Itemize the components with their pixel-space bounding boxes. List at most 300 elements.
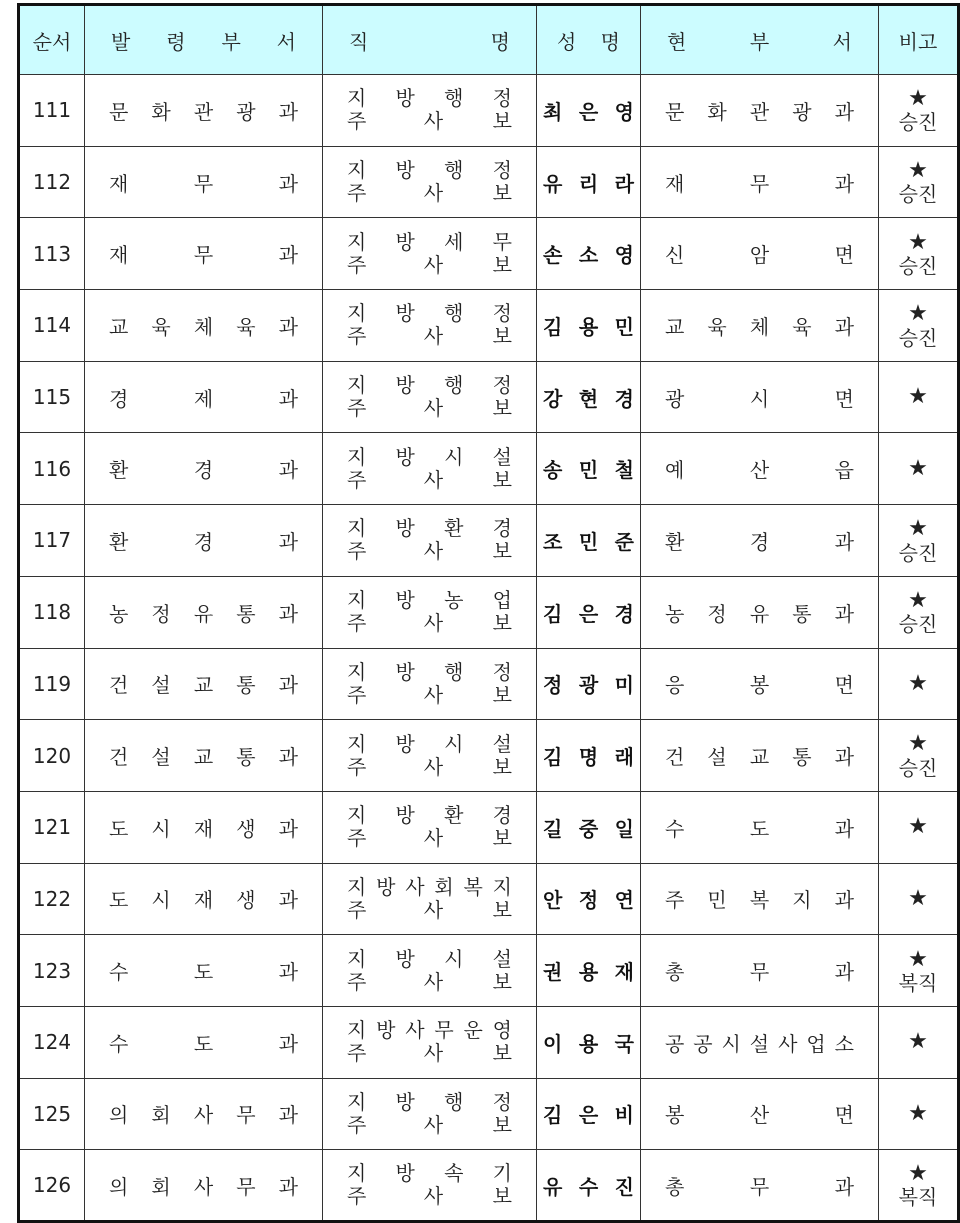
table-row xyxy=(19,361,959,433)
job-title xyxy=(323,1006,537,1078)
char: 보 xyxy=(492,1184,512,1209)
char: 사 xyxy=(423,1184,444,1209)
char: 철 xyxy=(614,458,634,483)
person-name-text xyxy=(537,311,640,340)
table-row xyxy=(19,505,959,577)
char: 방 xyxy=(395,588,415,613)
char: 통 xyxy=(792,601,812,626)
job-title-line2 xyxy=(347,756,512,779)
job-title-line1 xyxy=(347,159,512,182)
person-name-text xyxy=(537,1099,640,1128)
job-title-line1 xyxy=(347,517,512,540)
person-name xyxy=(537,433,641,505)
row-number: 115 xyxy=(19,361,85,433)
row-number: 114 xyxy=(19,290,85,362)
char: 과 xyxy=(834,960,854,985)
person-name xyxy=(537,863,641,935)
table-row xyxy=(19,1078,959,1150)
char: 주 xyxy=(347,682,367,707)
char: 사 xyxy=(778,1031,798,1056)
char: 과 xyxy=(834,99,854,124)
char: 보 xyxy=(492,181,512,206)
char: 시 xyxy=(444,946,464,971)
char: 명 xyxy=(490,29,510,54)
current-department xyxy=(641,433,879,505)
char: 주 xyxy=(347,1041,367,1066)
char: 김 xyxy=(543,1103,563,1128)
person-name xyxy=(537,75,641,147)
char: 무 xyxy=(236,1174,256,1199)
person-name xyxy=(537,935,641,1007)
char: 행 xyxy=(444,301,464,326)
char: 정 xyxy=(707,601,727,626)
remark-text: 승진 xyxy=(898,110,938,135)
remark xyxy=(879,361,959,433)
char: 복 xyxy=(463,874,483,899)
assigned-department xyxy=(85,75,323,147)
person-name-text xyxy=(537,598,640,627)
char: 방 xyxy=(395,86,415,111)
remark xyxy=(879,576,959,648)
assigned-department xyxy=(85,720,323,792)
char: 부 xyxy=(221,29,241,54)
char: 명 xyxy=(600,29,620,54)
char: 재 xyxy=(193,888,214,913)
star-icon: ★ xyxy=(908,301,928,327)
char: 무 xyxy=(193,171,214,196)
table-row xyxy=(19,218,959,290)
char: 교 xyxy=(665,314,685,339)
char: 회 xyxy=(434,874,454,899)
char: 송 xyxy=(543,458,563,483)
assigned-department-text xyxy=(85,383,322,412)
job-title-line1 xyxy=(347,1162,512,1185)
assigned-department-text xyxy=(85,239,322,268)
row-number: 126 xyxy=(19,1150,85,1222)
header-name-label xyxy=(537,26,640,55)
current-department-text xyxy=(641,239,878,268)
person-name-text xyxy=(537,239,640,268)
job-title-line2 xyxy=(347,899,512,922)
current-department xyxy=(641,1150,879,1222)
char: 지 xyxy=(347,874,367,899)
char: 지 xyxy=(347,229,367,254)
char: 용 xyxy=(578,960,599,985)
char: 영 xyxy=(492,1018,512,1043)
char: 농 xyxy=(109,601,129,626)
char: 환 xyxy=(665,529,685,554)
job-title-line2 xyxy=(347,325,512,348)
char: 주 xyxy=(347,969,367,994)
char: 사 xyxy=(423,1041,444,1066)
char: 라 xyxy=(614,171,634,196)
char: 민 xyxy=(614,314,634,339)
char: 서 xyxy=(832,29,852,54)
char: 농 xyxy=(665,601,685,626)
job-title xyxy=(323,720,537,792)
char: 지 xyxy=(347,516,367,541)
current-department-text xyxy=(641,1099,878,1128)
char: 통 xyxy=(236,601,256,626)
char: 총 xyxy=(665,1174,685,1199)
current-department xyxy=(641,218,879,290)
row-number: 117 xyxy=(19,505,85,577)
char: 경 xyxy=(749,529,770,554)
job-title-line1 xyxy=(347,374,512,397)
char: 지 xyxy=(347,86,367,111)
person-name xyxy=(537,1006,641,1078)
assigned-department xyxy=(85,576,323,648)
char: 수 xyxy=(665,816,685,841)
char: 보 xyxy=(492,611,512,636)
row-number: 116 xyxy=(19,433,85,505)
char: 보 xyxy=(492,897,512,922)
char: 과 xyxy=(278,386,298,411)
char: 화 xyxy=(151,99,171,124)
char: 주 xyxy=(347,1112,367,1137)
char: 성 xyxy=(557,29,577,54)
remark-text: 승진 xyxy=(898,612,938,637)
char: 행 xyxy=(444,158,464,183)
char: 면 xyxy=(834,1103,854,1128)
char: 광 xyxy=(792,99,812,124)
job-title-line2 xyxy=(347,1042,512,1065)
job-title xyxy=(323,1078,537,1150)
char: 교 xyxy=(193,673,214,698)
current-department-text xyxy=(641,956,878,985)
remark-text: 승진 xyxy=(898,755,938,780)
char: 사 xyxy=(423,1112,444,1137)
row-number: 118 xyxy=(19,576,85,648)
char: 제 xyxy=(193,386,214,411)
char: 무 xyxy=(236,1103,256,1128)
char: 생 xyxy=(236,888,256,913)
table-row xyxy=(19,648,959,720)
job-title-line1 xyxy=(347,661,512,684)
job-title-line1 xyxy=(347,87,512,110)
job-title xyxy=(323,433,537,505)
char: 도 xyxy=(193,1031,214,1056)
current-department xyxy=(641,863,879,935)
char: 미 xyxy=(614,673,634,698)
table-row xyxy=(19,791,959,863)
char: 수 xyxy=(109,960,129,985)
char: 재 xyxy=(109,243,129,268)
job-title-line2 xyxy=(347,1185,512,1208)
job-title-line1 xyxy=(347,1091,512,1114)
char: 주 xyxy=(347,396,367,421)
char: 주 xyxy=(665,888,685,913)
header-dept-label xyxy=(85,26,322,55)
star-icon: ★ xyxy=(908,157,928,183)
char: 체 xyxy=(749,314,770,339)
char: 면 xyxy=(834,386,854,411)
char: 영 xyxy=(614,243,634,268)
job-title-line1 xyxy=(347,1019,512,1042)
char: 무 xyxy=(749,171,770,196)
char: 김 xyxy=(543,745,563,770)
char: 지 xyxy=(347,1018,367,1043)
char: 서 xyxy=(276,29,296,54)
char: 도 xyxy=(109,888,129,913)
char: 업 xyxy=(806,1031,826,1056)
person-name xyxy=(537,1078,641,1150)
table-row xyxy=(19,290,959,362)
char: 도 xyxy=(749,816,770,841)
char: 권 xyxy=(543,960,563,985)
char: 지 xyxy=(492,874,512,899)
star-icon: ★ xyxy=(908,229,928,255)
job-title xyxy=(323,935,537,1007)
header-rank-label xyxy=(323,26,536,55)
char: 직 xyxy=(349,29,369,54)
char: 주 xyxy=(347,897,367,922)
char: 방 xyxy=(395,516,415,541)
char: 보 xyxy=(492,826,512,851)
char: 육 xyxy=(792,314,812,339)
char: 봉 xyxy=(749,673,770,698)
char: 응 xyxy=(665,673,685,698)
char: 방 xyxy=(376,1018,396,1043)
job-title xyxy=(323,648,537,720)
person-name xyxy=(537,576,641,648)
char: 김 xyxy=(543,601,563,626)
char: 재 xyxy=(193,816,214,841)
char: 건 xyxy=(109,745,129,770)
char: 과 xyxy=(834,601,854,626)
job-title-line2 xyxy=(347,182,512,205)
char: 보 xyxy=(492,109,512,134)
char: 방 xyxy=(395,731,415,756)
char: 환 xyxy=(444,803,464,828)
char: 정 xyxy=(492,158,512,183)
char: 주 xyxy=(347,539,367,564)
remark-text: 승진 xyxy=(898,325,938,350)
job-title-line2 xyxy=(347,827,512,850)
job-title xyxy=(323,361,537,433)
person-name-text xyxy=(537,956,640,985)
table-row xyxy=(19,935,959,1007)
assigned-department-text xyxy=(85,526,322,555)
char: 정 xyxy=(492,1089,512,1114)
char: 지 xyxy=(347,301,367,326)
current-department xyxy=(641,290,879,362)
char: 총 xyxy=(665,960,685,985)
char: 시 xyxy=(444,444,464,469)
remark xyxy=(879,75,959,147)
remark xyxy=(879,720,959,792)
char: 지 xyxy=(347,588,367,613)
assigned-department xyxy=(85,1006,323,1078)
char: 지 xyxy=(347,946,367,971)
char: 정 xyxy=(492,373,512,398)
row-number: 113 xyxy=(19,218,85,290)
assigned-department xyxy=(85,290,323,362)
char: 방 xyxy=(395,659,415,684)
char: 보 xyxy=(492,682,512,707)
remark-text: 복직 xyxy=(898,1185,938,1210)
header-row xyxy=(19,5,959,75)
current-department-text xyxy=(641,454,878,483)
job-title-line2 xyxy=(347,971,512,994)
char: 재 xyxy=(614,960,634,985)
char: 용 xyxy=(578,1031,599,1056)
char: 읍 xyxy=(834,458,854,483)
char: 사 xyxy=(423,826,444,851)
job-title-line2 xyxy=(347,612,512,635)
char: 환 xyxy=(109,458,129,483)
char: 무 xyxy=(749,1174,770,1199)
char: 기 xyxy=(492,1161,512,1186)
assigned-department xyxy=(85,361,323,433)
person-name xyxy=(537,218,641,290)
current-department-text xyxy=(641,741,878,770)
char: 은 xyxy=(578,99,599,124)
char: 환 xyxy=(109,529,129,554)
char: 과 xyxy=(834,314,854,339)
char: 주 xyxy=(347,1184,367,1209)
char: 과 xyxy=(278,888,298,913)
star-icon: ★ xyxy=(908,670,928,696)
char: 주 xyxy=(347,611,367,636)
current-department-text xyxy=(641,1028,878,1057)
char: 방 xyxy=(395,229,415,254)
person-name xyxy=(537,361,641,433)
person-name xyxy=(537,290,641,362)
char: 시 xyxy=(444,731,464,756)
personnel-table xyxy=(17,3,960,1223)
char: 문 xyxy=(109,99,129,124)
current-department-text xyxy=(641,383,878,412)
char: 리 xyxy=(578,171,599,196)
person-name-text xyxy=(537,168,640,197)
char: 보 xyxy=(492,1112,512,1137)
assigned-department-text xyxy=(85,884,322,913)
char: 과 xyxy=(278,529,298,554)
char: 과 xyxy=(834,529,854,554)
char: 예 xyxy=(665,458,685,483)
char: 소 xyxy=(834,1031,854,1056)
char: 과 xyxy=(834,888,854,913)
char: 환 xyxy=(444,516,464,541)
char: 과 xyxy=(278,816,298,841)
char: 도 xyxy=(109,816,129,841)
person-name-text xyxy=(537,669,640,698)
remark xyxy=(879,648,959,720)
table-row xyxy=(19,146,959,218)
star-icon: ★ xyxy=(908,455,928,481)
star-icon: ★ xyxy=(908,1161,928,1187)
char: 보 xyxy=(492,754,512,779)
remark-text: 승진 xyxy=(898,253,938,278)
char: 통 xyxy=(236,673,256,698)
job-title-line1 xyxy=(347,589,512,612)
char: 민 xyxy=(707,888,727,913)
person-name xyxy=(537,146,641,218)
current-department xyxy=(641,505,879,577)
char: 방 xyxy=(395,946,415,971)
assigned-department-text xyxy=(85,669,322,698)
remark-text: 승진 xyxy=(898,182,938,207)
char: 사 xyxy=(423,467,444,492)
char: 경 xyxy=(492,803,512,828)
char: 회 xyxy=(151,1103,171,1128)
remark xyxy=(879,1150,959,1222)
job-title xyxy=(323,290,537,362)
row-number: 125 xyxy=(19,1078,85,1150)
table-row xyxy=(19,1150,959,1222)
current-department xyxy=(641,1006,879,1078)
row-number: 112 xyxy=(19,146,85,218)
char: 정 xyxy=(492,86,512,111)
row-number: 123 xyxy=(19,935,85,1007)
person-name-text xyxy=(537,383,640,412)
star-icon: ★ xyxy=(908,1029,928,1055)
header-note: 비고 xyxy=(879,5,959,75)
person-name-text xyxy=(537,526,640,555)
char: 시 xyxy=(721,1031,741,1056)
char: 발 xyxy=(111,29,131,54)
assigned-department xyxy=(85,146,323,218)
person-name-text xyxy=(537,454,640,483)
char: 과 xyxy=(278,601,298,626)
char: 체 xyxy=(193,314,214,339)
char: 주 xyxy=(347,109,367,134)
assigned-department xyxy=(85,433,323,505)
assigned-department-text xyxy=(85,1171,322,1200)
header-current xyxy=(641,5,879,75)
char: 유 xyxy=(749,601,770,626)
char: 방 xyxy=(395,301,415,326)
char: 김 xyxy=(543,314,563,339)
char: 사 xyxy=(405,1018,425,1043)
char: 부 xyxy=(749,29,770,54)
assigned-department xyxy=(85,1150,323,1222)
char: 공 xyxy=(693,1031,713,1056)
job-title-line1 xyxy=(347,446,512,469)
job-title-line2 xyxy=(347,1114,512,1137)
char: 사 xyxy=(423,611,444,636)
remark xyxy=(879,218,959,290)
char: 회 xyxy=(151,1174,171,1199)
char: 최 xyxy=(543,99,563,124)
char: 사 xyxy=(423,969,444,994)
char: 재 xyxy=(109,171,129,196)
job-title-line2 xyxy=(347,254,512,277)
char: 설 xyxy=(151,673,171,698)
char: 산 xyxy=(749,1103,770,1128)
char: 주 xyxy=(347,826,367,851)
char: 보 xyxy=(492,1041,512,1066)
current-department-text xyxy=(641,884,878,913)
person-name-text xyxy=(537,884,640,913)
char: 사 xyxy=(423,109,444,134)
job-title xyxy=(323,576,537,648)
char: 유 xyxy=(543,171,563,196)
job-title xyxy=(323,505,537,577)
char: 과 xyxy=(278,314,298,339)
char: 과 xyxy=(278,1103,298,1128)
char: 통 xyxy=(236,745,256,770)
star-icon: ★ xyxy=(908,731,928,757)
char: 건 xyxy=(109,673,129,698)
char: 주 xyxy=(347,181,367,206)
char: 지 xyxy=(347,373,367,398)
job-title-line1 xyxy=(347,948,512,971)
char: 교 xyxy=(109,314,129,339)
char: 건 xyxy=(665,745,685,770)
remark xyxy=(879,791,959,863)
